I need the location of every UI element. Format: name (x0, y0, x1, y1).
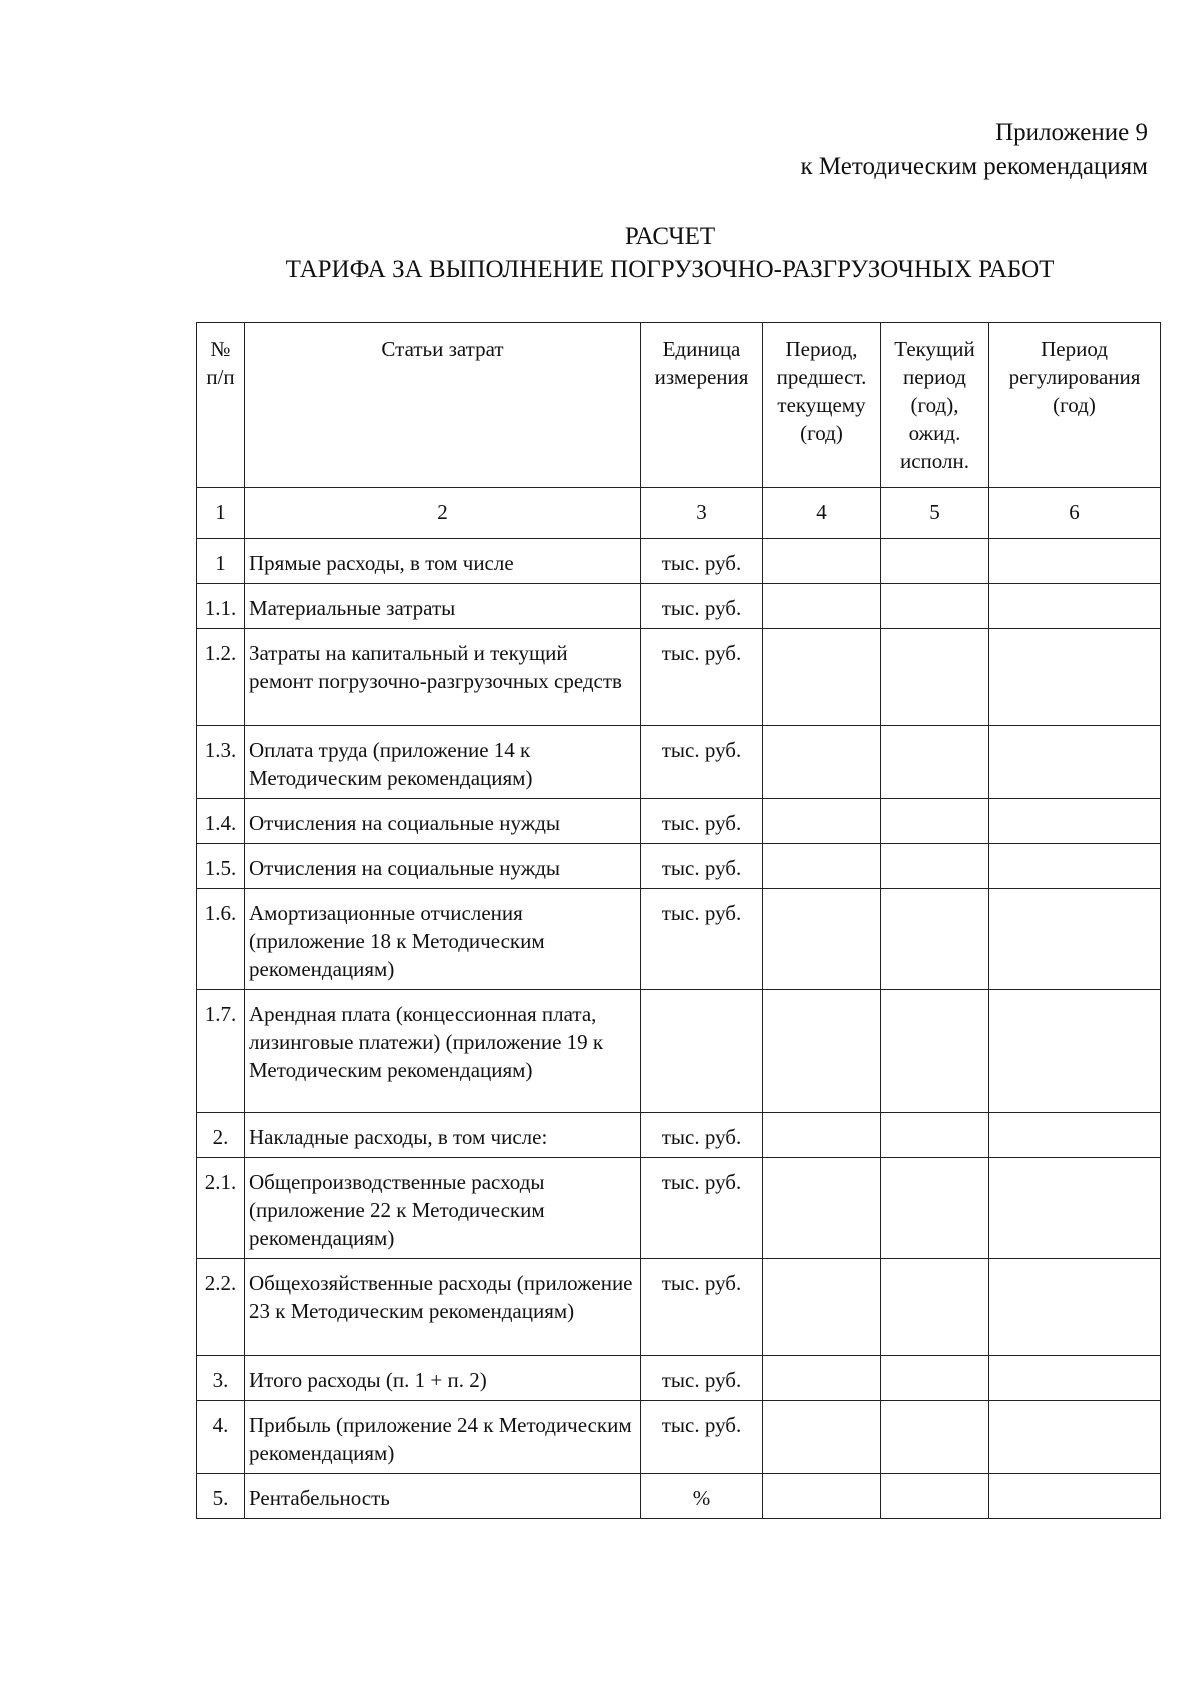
value-prev-period (763, 1259, 881, 1356)
table-row (197, 1401, 1161, 1474)
row-number: 1.2. (197, 629, 245, 726)
header-cell: Текущий период (год), ожид. исполн. (881, 323, 989, 488)
table-row (197, 990, 1161, 1113)
value-regulation-period (989, 629, 1161, 726)
header-cell: № п/п (197, 323, 245, 488)
value-current-period (881, 844, 989, 889)
column-number: 1 (197, 488, 245, 539)
value-regulation-period (989, 1356, 1161, 1401)
value-current-period (881, 1158, 989, 1259)
unit-of-measure: тыс. руб. (641, 1356, 763, 1401)
column-number-row (197, 488, 1161, 539)
table-body (197, 488, 1161, 1519)
title-line-1: РАСЧЕТ (624, 223, 716, 250)
table-row (197, 726, 1161, 799)
value-prev-period (763, 1113, 881, 1158)
column-number: 2 (245, 488, 641, 539)
value-regulation-period (989, 799, 1161, 844)
row-number: 5. (197, 1474, 245, 1519)
table-row (197, 629, 1161, 726)
row-number: 1.5. (197, 844, 245, 889)
cost-item-name: Прибыль (приложение 24 к Методическим рекомендациям) (245, 1401, 641, 1474)
value-regulation-period (989, 1474, 1161, 1519)
value-prev-period (763, 990, 881, 1113)
row-number: 1.7. (197, 990, 245, 1113)
value-current-period (881, 539, 989, 584)
cost-item-name: Оплата труда (приложение 14 к Методическим рекомендациям) (245, 726, 641, 799)
value-prev-period (763, 539, 881, 584)
header-cell: Период, предшест. текущему (год) (763, 323, 881, 488)
value-current-period (881, 1113, 989, 1158)
unit-of-measure: тыс. руб. (641, 799, 763, 844)
row-number: 2.2. (197, 1259, 245, 1356)
cost-item-name: Общепроизводственные расходы (приложение 22 к Методическим рекомендациям) (245, 1158, 641, 1259)
header-cell: Период регулирования (год) (989, 323, 1161, 488)
table-row (197, 1474, 1161, 1519)
value-prev-period (763, 1158, 881, 1259)
value-prev-period (763, 799, 881, 844)
title-line-2: ТАРИФА ЗА ВЫПОЛНЕНИЕ ПОГРУЗОЧНО-РАЗГРУЗОЧНЫХ РАБОТ (285, 256, 1055, 283)
cost-item-name: Рентабельность (245, 1474, 641, 1519)
row-number: 2.1. (197, 1158, 245, 1259)
value-regulation-period (989, 1401, 1161, 1474)
table-row (197, 539, 1161, 584)
table-row (197, 844, 1161, 889)
unit-of-measure: тыс. руб. (641, 629, 763, 726)
unit-of-measure: тыс. руб. (641, 1158, 763, 1259)
value-current-period (881, 1259, 989, 1356)
value-regulation-period (989, 844, 1161, 889)
value-current-period (881, 584, 989, 629)
unit-of-measure (641, 990, 763, 1113)
unit-of-measure: тыс. руб. (641, 844, 763, 889)
table-row (197, 799, 1161, 844)
unit-of-measure: % (641, 1474, 763, 1519)
cost-item-name: Прямые расходы, в том числе (245, 539, 641, 584)
cost-item-name: Затраты на капитальный и текущий ремонт погрузочно-разгрузочных средств (245, 629, 641, 726)
column-number: 4 (763, 488, 881, 539)
cost-item-name: Накладные расходы, в том числе: (245, 1113, 641, 1158)
column-number: 6 (989, 488, 1161, 539)
row-number: 1.4. (197, 799, 245, 844)
value-regulation-period (989, 1158, 1161, 1259)
value-current-period (881, 1401, 989, 1474)
appendix-header (800, 116, 1148, 184)
cost-item-name: Отчисления на социальные нужды (245, 844, 641, 889)
row-number: 3. (197, 1356, 245, 1401)
value-regulation-period (989, 539, 1161, 584)
cost-item-name: Арендная плата (концессионная плата, лизинговые платежи) (приложение 19 к Методическим рекомендациям) (245, 990, 641, 1113)
cost-item-name: Общехозяйственные расходы (приложение 23 к Методическим рекомендациям) (245, 1259, 641, 1356)
unit-of-measure: тыс. руб. (641, 889, 763, 990)
value-current-period (881, 629, 989, 726)
header-cell: Единица измерения (641, 323, 763, 488)
value-prev-period (763, 629, 881, 726)
value-prev-period (763, 726, 881, 799)
appendix-number: Приложение 9 (995, 119, 1148, 146)
cost-item-name: Материальные затраты (245, 584, 641, 629)
value-current-period (881, 990, 989, 1113)
table-row (197, 889, 1161, 990)
unit-of-measure: тыс. руб. (641, 726, 763, 799)
value-regulation-period (989, 889, 1161, 990)
value-regulation-period (989, 1113, 1161, 1158)
value-current-period (881, 1474, 989, 1519)
row-number: 2. (197, 1113, 245, 1158)
value-prev-period (763, 844, 881, 889)
cost-item-name: Итого расходы (п. 1 + п. 2) (245, 1356, 641, 1401)
row-number: 1 (197, 539, 245, 584)
table-row (197, 1259, 1161, 1356)
column-number: 5 (881, 488, 989, 539)
value-current-period (881, 889, 989, 990)
value-prev-period (763, 584, 881, 629)
value-current-period (881, 1356, 989, 1401)
row-number: 4. (197, 1401, 245, 1474)
table-row (197, 584, 1161, 629)
row-number: 1.6. (197, 889, 245, 990)
value-prev-period (763, 1474, 881, 1519)
unit-of-measure: тыс. руб. (641, 1113, 763, 1158)
table-row (197, 1158, 1161, 1259)
document-title (190, 220, 1150, 286)
value-current-period (881, 726, 989, 799)
table-row (197, 1113, 1161, 1158)
unit-of-measure: тыс. руб. (641, 1401, 763, 1474)
value-regulation-period (989, 990, 1161, 1113)
calculation-table (196, 322, 1161, 1519)
column-number: 3 (641, 488, 763, 539)
value-prev-period (763, 889, 881, 990)
row-number: 1.3. (197, 726, 245, 799)
table-row (197, 1356, 1161, 1401)
value-regulation-period (989, 726, 1161, 799)
value-regulation-period (989, 584, 1161, 629)
value-prev-period (763, 1356, 881, 1401)
cost-item-name: Амортизационные отчисления (приложение 18 к Методическим рекомендациям) (245, 889, 641, 990)
value-prev-period (763, 1401, 881, 1474)
unit-of-measure: тыс. руб. (641, 584, 763, 629)
unit-of-measure: тыс. руб. (641, 539, 763, 584)
header-cell: Статьи затрат (245, 323, 641, 488)
unit-of-measure: тыс. руб. (641, 1259, 763, 1356)
value-regulation-period (989, 1259, 1161, 1356)
table-header-row (197, 323, 1161, 488)
row-number: 1.1. (197, 584, 245, 629)
cost-item-name: Отчисления на социальные нужды (245, 799, 641, 844)
appendix-reference: к Методическим рекомендациям (800, 153, 1148, 180)
value-current-period (881, 799, 989, 844)
